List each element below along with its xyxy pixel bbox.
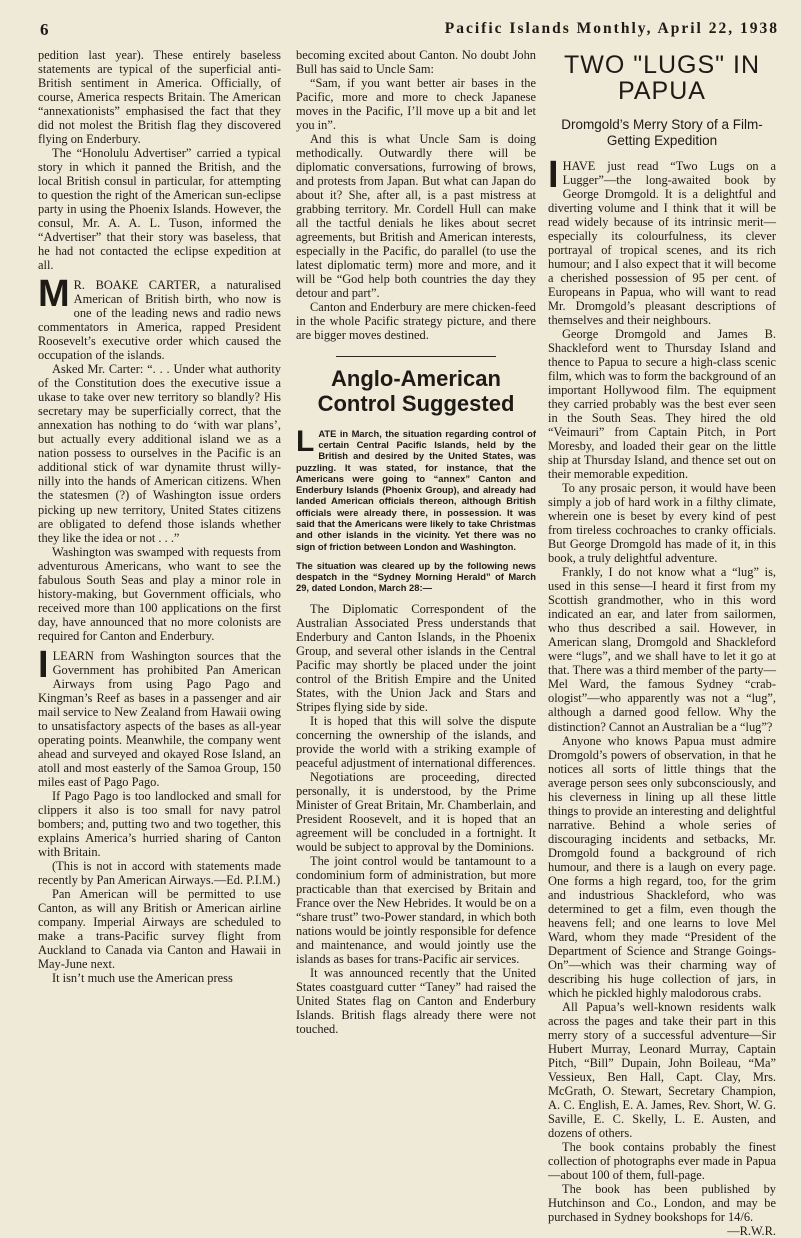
section-divider — [336, 356, 496, 357]
paragraph: And this is what Uncle Sam is doing methodically. Outwardly there will be diplomatic conversations, furrowing of brows, and protests from Japan. But what can Japan do about it? She, after all, is a past mistress at grabbing territory. Mr. Cordell Hull can make all the tactful denials he likes about secret agreements, but British and American interests, especially in the Pacific, do parallel (to use the latest diplomatic term) more and more, and it will be “God help both countries the day they detour and part”. — [296, 132, 536, 301]
paragraph: It is hoped that this will solve the dispute concerning the ownership of the islands, and provide the world with a striking example of peaceful adjustment of international differences. — [296, 713, 536, 770]
paragraph: It isn’t much use the American press — [52, 971, 233, 986]
paragraph: Frankly, I do not know what a “lug” is, used in this sense—I heard it first from my Scottish grandmother, who in this word indicated an ear, and later from sailormen, who thus described a sail. However, in American slang, Dromgold and Shackleford were “lugs”, and we shall have to let it go at that. There was a third member of the party—Mel Ward, the famous Sydney “crab-ologist”—who apparently was not a “lug”, although a darned good fellow. Why the distinction? Cannot an Australian be a “lug”? — [548, 565, 776, 734]
carter-paragraph — [38, 273, 281, 363]
review-heading: TWO "LUGS" IN PAPUA — [563, 51, 761, 106]
paragraph: “Sam, if you want better air bases in the Pacific, more and more to check Japanese moves in the Pacific, I’ll move up a bit and let you in”. — [296, 76, 536, 133]
running-title: Pacific Islands Monthly, April 22, 1938 — [444, 20, 779, 37]
article-intro — [296, 424, 536, 552]
paragraph-text: LEARN from Washington sources that the Government has prohibited Pan American Airways from using Pago Pago and Kingman’s Reef as bases in a passenger and air mail service to New Zealand from Hawaii owing to unsatisfactory aspects of the bases as all-year operating points. Meanwhile, the company went ahead and surveyed and okayed Rose Island, an atoll and most easterly of the Samoa Group, 150 miles east of Pago Pago. — [38, 648, 281, 789]
paragraph: To any prosaic person, it would have been simply a job of hard work in a filthy climate, wherein one is beset by every kind of pest from tireless cochroaches to cranky officials. But George Dromgold has made of it, in this book, a truly delightful adventure. — [548, 481, 776, 566]
paragraph: Pan American will be permitted to use Canton, as will any British or American airline company. Imperial Airways are scheduled to make a trans-Pacific survey flight from Auckland to Canada via Canton and Hawaii in May-June next. — [38, 886, 281, 971]
signature: —R.W.R. — [727, 1224, 776, 1238]
drop-cap: I — [38, 643, 49, 686]
paragraph: If Pago Pago is too landlocked and small for clippers it also is too small for navy patrol bombers; and, putting two and two together, this explains America’s hurried sharing of Canton with Britain. — [38, 788, 281, 859]
review-subheading: Dromgold’s Merry Story of a Film-Getting Expedition — [561, 116, 763, 148]
paragraph: Negotiations are proceeding, directed personally, it is understood, by the Prime Minister of Great Britain, Mr. Chamberlain, and President Roosevelt, and it is hoped that an agreement will be concluded in a fortnight. It would be subject to approval by the Dominions. — [296, 769, 536, 854]
paragraph: Anyone who knows Papua must admire Dromgold’s powers of observation, in that he notices all sorts of little things that the average person sees only subconsciously, and his cleverness in lining up all these little things to provide an interesting and delightful narrative. Behind a whole series of discouraging incidents and setbacks, Mr. Dromgold found a background of rich humour, and there is a laugh on every page. One forms a high regard, too, for the grim and industrious Shackleford, who was determined to get a film, even though the heavens fell; and one learns to love Mel Ward, whom they made “President of the Department of Science and Strange Goings-On”—which was their charming way of describing his huge collection of jars, in which he pickled highly malodorous crabs. — [548, 733, 776, 1000]
drop-cap: I — [548, 153, 559, 196]
paragraph-text: HAVE just read “Two Lugs on a Lugger”—the long-awaited book by George Dromgold. It is a delightful and diverting volume and I think that it will be read widely because of its intrinsic merit—especially its colourfulness, its clever portrayal of tropical scenes, and its rich humour; and I also expect that it will become a cherished possession of 95 per cent. of Europeans in Papua, who will want to read Mr. Dromgold’s pleasant descriptions of themselves and their neighbours. — [548, 158, 776, 328]
paragraph: George Dromgold and James B. Shackleford went to Thursday Island and thence to Papua to secure a high-class scenic film, which was to form the background of an important Hollywood film. The equipment they carried probably was the best ever seen in the South Seas. They hired the old “Veimauri” from Captain Pitch, in Port Moresby, and loaded their gear on the little ship at Thursday Island, and thence set out on their memorable expedition. — [548, 327, 776, 482]
paragraph: The Diplomatic Correspondent of the Australian Associated Press understands that Enderbury and Canton Islands, in the Phoenix Group, and several other islands in the Central Pacific may shortly be placed under the joint control of the British Empire and the United States, with the Union Jack and Stars and Stripes flying side by side. — [296, 601, 536, 714]
paragraph: The joint control would be tantamount to a condominium form of administration, but more practicable than that exercised by Britain and France over the New Hebrides. It would be on a “share trust” two-Power standard, in which both nations would be jointly responsible for defence and maintenance, and would jointly use the islands as bases for trans-Pacific air services. — [296, 853, 536, 967]
drop-cap: M — [38, 273, 70, 316]
paragraph: pedition last year). These entirely baseless statements are typical of the superficial anti-British sentiment in America. Officially, of course, America respects Britain. The American “annexationists” emphasised the fact that they did not molest the British flag they discovered flying on Enderbury. — [38, 48, 281, 147]
page-header — [30, 16, 779, 42]
intro-text: ATE in March, the situation regarding control of certain Central Pacific Islands, held by the British and desired by the United States, was puzzling. It was stated, for instance, that the Americans were going to “annex” Canton and Enderbury Islands (Phoenix Group), and already had landed American officials thereon, although British officials were already there, in possession. It was said that the Americans were likely to take Christmas and other islands in the vicinity. Yet there was no sign of friction between London and Washington. — [296, 427, 536, 552]
paragraph: Asked Mr. Carter: “. . . Under what authority of the Constitution does the executive issue a ukase to take over new territory so blandly? His secretary may be superficially correct, that the annexation has nothing to do ‘with war plans’, but actually every additional island we as a nation possess to ourselves in the Pacific is an additional stick of war dynamite thrust willy-nilly into the hands of American citizens. When the statesmen (?) of Washington issue orders picking up new territory, United States citizens are obligated to defend those islands whether they like the idea or not . . .” — [38, 362, 281, 545]
column-1 — [38, 48, 281, 1025]
article-intro-2: The situation was cleared up by the following news despatch in the “Sydney Morning Herald” of March 29, dated London, March 28:— — [296, 559, 536, 594]
paragraph: All Papua’s well-known residents walk across the pages and take their part in this merry story of a successful adventure—Sir Hubert Murray, Leonard Murray, Captain Pitch, “Bill” Dupain, John Boileau, “Ma” Vessieux, Ben Hall, Capt. Clay, Mrs. McGrath, O. Stewart, Secretary Champion, A. C. English, E. A. James, Rev. Short, W. G. Saville, E. C. Skelly, L. E. Austen, and dozens of others. — [548, 999, 776, 1140]
paragraph: The book has been published by Hutchinson and Co., London, and may be purchased in Sydney bookshops for 14/6. — [548, 1182, 776, 1225]
paragraph: It was announced recently that the United States coastguard cutter “Taney” had raised the United States flag on Canton and Enderbury Islands. British flags already there were not touched. — [296, 966, 536, 1037]
column-3 — [548, 48, 776, 1238]
paragraph: Canton and Enderbury are mere chicken-feed in the whole Pacific strategy picture, and there are bigger moves destined. — [296, 300, 536, 343]
drop-cap: L — [296, 424, 315, 458]
paragraph: The book contains probably the finest collection of photographs ever made in Papua—about 100 of them, full-page. — [548, 1139, 776, 1182]
paragraph: The “Honolulu Advertiser” carried a typical story in which it panned the British, and the local British consul in particular, for attempting to question the right of the American sun-eclipse party in using the Phoenix Islands. However, the consul, Mr. A. A. L. Tuson, informed the “Advertiser” that their story was baseless, that he had not contacted the eclipse expedition at all. — [38, 146, 281, 273]
paragraph: becoming excited about Canton. No doubt John Bull has said to Uncle Sam: — [296, 48, 536, 77]
paragraph-text: R. BOAKE CARTER, a naturalised American of British birth, who now is one of the leading news and radio news commentators in America, rapped President Roosevelt’s executive order which caused the occupation of the islands. — [38, 278, 281, 363]
learn-paragraph — [38, 643, 281, 789]
page-number: 6 — [40, 20, 49, 39]
column-2 — [296, 48, 536, 1037]
review-lead-paragraph — [548, 153, 776, 328]
article-heading: Anglo-American Control Suggested — [317, 366, 515, 416]
paragraph: (This is not in accord with statements made recently by Pan American Airways.—Ed. P.I.M.) — [38, 858, 281, 887]
paragraph: Washington was swamped with requests from adventurous Americans, who want to see the fabulous South Seas and play a minor role in history-making, but Government officials, who received more than 100 applications on the first day, have announced that no more colonists are required for Canton and Enderbury. — [38, 544, 281, 643]
